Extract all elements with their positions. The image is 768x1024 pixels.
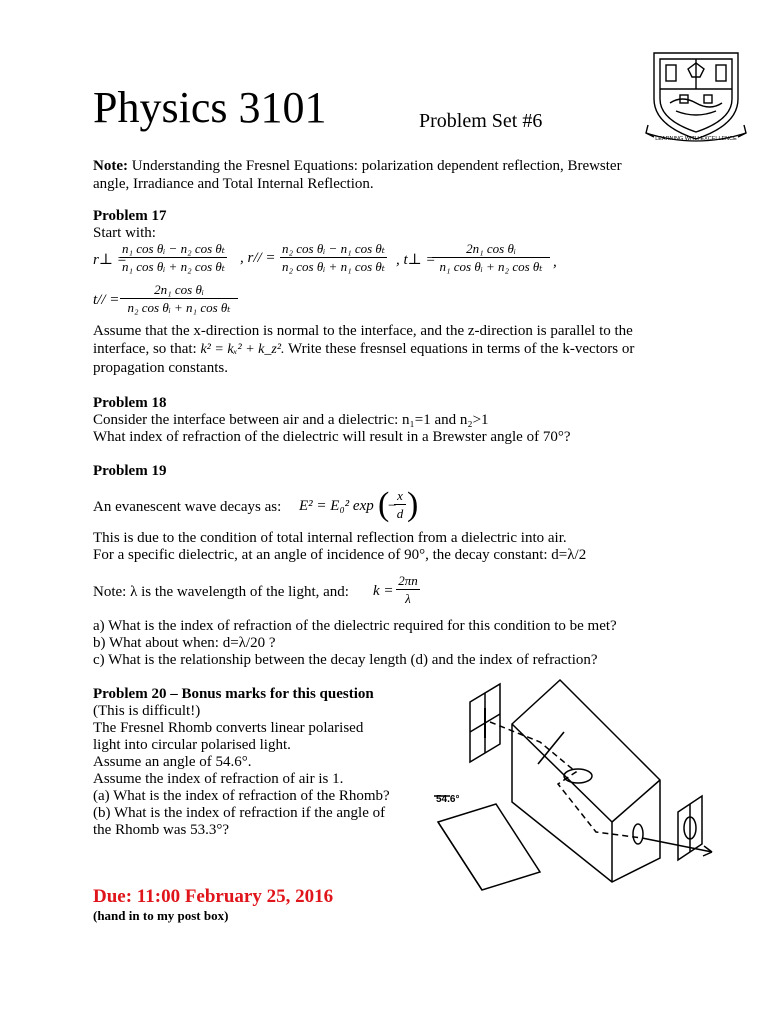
problem-17-body-line-2a: interface, so that: (93, 341, 197, 357)
problem-19-line-1: This is due to the condition of total internal reflection from a dielectric into air. (93, 530, 567, 546)
problem-18-line-1: Consider the interface between air and a dielectric: n₁=1 and n₂>1 (93, 412, 489, 428)
crest-motto: LEARNING WITH EXCELLENCE (655, 136, 737, 142)
problem-20-line-1: (This is difficult!) (93, 703, 201, 719)
decay-open-paren: ( (378, 486, 390, 523)
problem-19-question-c: c) What is the relationship between the decay length (d) and the index of refraction? (93, 652, 598, 668)
page-title: Physics 3101 (93, 83, 327, 132)
problem-17-heading: Problem 17 (93, 208, 167, 224)
note-text: Understanding the Fresnel Equations: polarization dependent reflection, Brewster (131, 158, 622, 174)
problem-20-line-6: (a) What is the index of refraction of the Rhomb? (93, 788, 390, 804)
problem-17-body-line-2b: Write these fresnsel equations in terms of the k-vectors or (288, 341, 635, 357)
problem-20-heading: Problem 20 – Bonus marks for this question (93, 686, 374, 702)
university-crest-logo (640, 45, 752, 145)
problem-17-body-line-3: propagation constants. (93, 360, 228, 376)
decay-numerator: x (394, 487, 406, 505)
problem-20-line-4: Assume an angle of 54.6°. (93, 754, 252, 770)
decay-minus: − (388, 498, 397, 514)
r-par-denominator: n₂ cos θᵢ + n₁ cos θₜ (282, 259, 386, 274)
problem-20-line-7: (b) What is the index of refraction if the angle of (93, 805, 386, 821)
problem-20-line-2: The Fresnel Rhomb converts linear polarised (93, 720, 364, 736)
decay-fraction (394, 487, 406, 522)
t-perp-fraction (432, 240, 550, 275)
r-perp-label: r⊥ = (93, 252, 127, 268)
decay-close-paren: ) (407, 486, 419, 523)
problem-19-question-b: b) What about when: d=λ/20 ? (93, 635, 276, 651)
decay-equation-lhs: E² = E₀² exp (299, 498, 374, 514)
r-perp-denominator: n₁ cos θᵢ + n₂ cos θₜ (122, 259, 226, 274)
problem-19-note: Note: λ is the wavelength of the light, and: (93, 584, 349, 600)
problem-20-line-5: Assume the index of refraction of air is 1. (93, 771, 344, 787)
problem-18-heading: Problem 18 (93, 395, 167, 411)
problem-19-question-a: a) What is the index of refraction of the dielectric required for this condition to be met? (93, 618, 617, 634)
r-perp-fraction (120, 240, 227, 275)
r-par-numerator: n₂ cos θᵢ − n₁ cos θₜ (282, 241, 386, 256)
note-text-2: angle, Irradiance and Total Internal Reflection. (93, 176, 374, 192)
note-label: Note: (93, 158, 128, 174)
problem-19-heading: Problem 19 (93, 463, 167, 479)
problem-17-body (93, 322, 693, 377)
r-par-fraction (280, 240, 387, 275)
problem-19-line-2: For a specific dielectric, at an angle of incidence of 90°, the decay constant: d=λ/2 (93, 547, 587, 563)
problem-17-start: Start with: (93, 225, 156, 241)
problem-20-line-8: the Rhomb was 53.3°? (93, 822, 229, 838)
k-vector-equation: k² = kₓ² + k_z². (200, 342, 285, 357)
t-perp-denominator: n₁ cos θᵢ + n₂ cos θₜ (439, 259, 543, 274)
decay-denominator: d (396, 506, 404, 521)
t-par-label: t// = (93, 292, 120, 308)
intro-note (93, 157, 683, 193)
problem-17-body-line-1: Assume that the x-direction is normal to the interface, and the z-direction is parallel to the (93, 323, 633, 339)
trailing-comma: , (553, 254, 557, 270)
r-par-label: , r// = (240, 250, 276, 266)
k-fraction (396, 572, 420, 607)
t-par-fraction (120, 281, 238, 316)
fresnel-rhomb-diagram (430, 672, 720, 892)
problem-18-line-2: What index of refraction of the dielectric will result in a Brewster angle of 70°? (93, 429, 571, 445)
t-par-numerator: 2n₁ cos θᵢ (120, 281, 238, 299)
k-equation-lhs: k = (373, 583, 394, 599)
problem-20-line-3: light into circular polarised light. (93, 737, 291, 753)
due-note: (hand in to my post box) (93, 908, 229, 923)
k-numerator: 2πn (396, 572, 420, 590)
k-denominator: λ (405, 591, 411, 606)
t-perp-label: , t⊥ = (396, 252, 436, 268)
rhomb-angle-label: 54.6° (436, 794, 460, 805)
page-subtitle: Problem Set #6 (419, 110, 543, 132)
t-par-denominator: n₂ cos θᵢ + n₁ cos θₜ (127, 300, 231, 315)
due-date: Due: 11:00 February 25, 2016 (93, 886, 334, 907)
t-perp-numerator: 2n₁ cos θᵢ (432, 240, 550, 258)
decay-label: An evanescent wave decays as: (93, 499, 282, 515)
r-perp-numerator: n₁ cos θᵢ − n₂ cos θₜ (122, 241, 226, 256)
